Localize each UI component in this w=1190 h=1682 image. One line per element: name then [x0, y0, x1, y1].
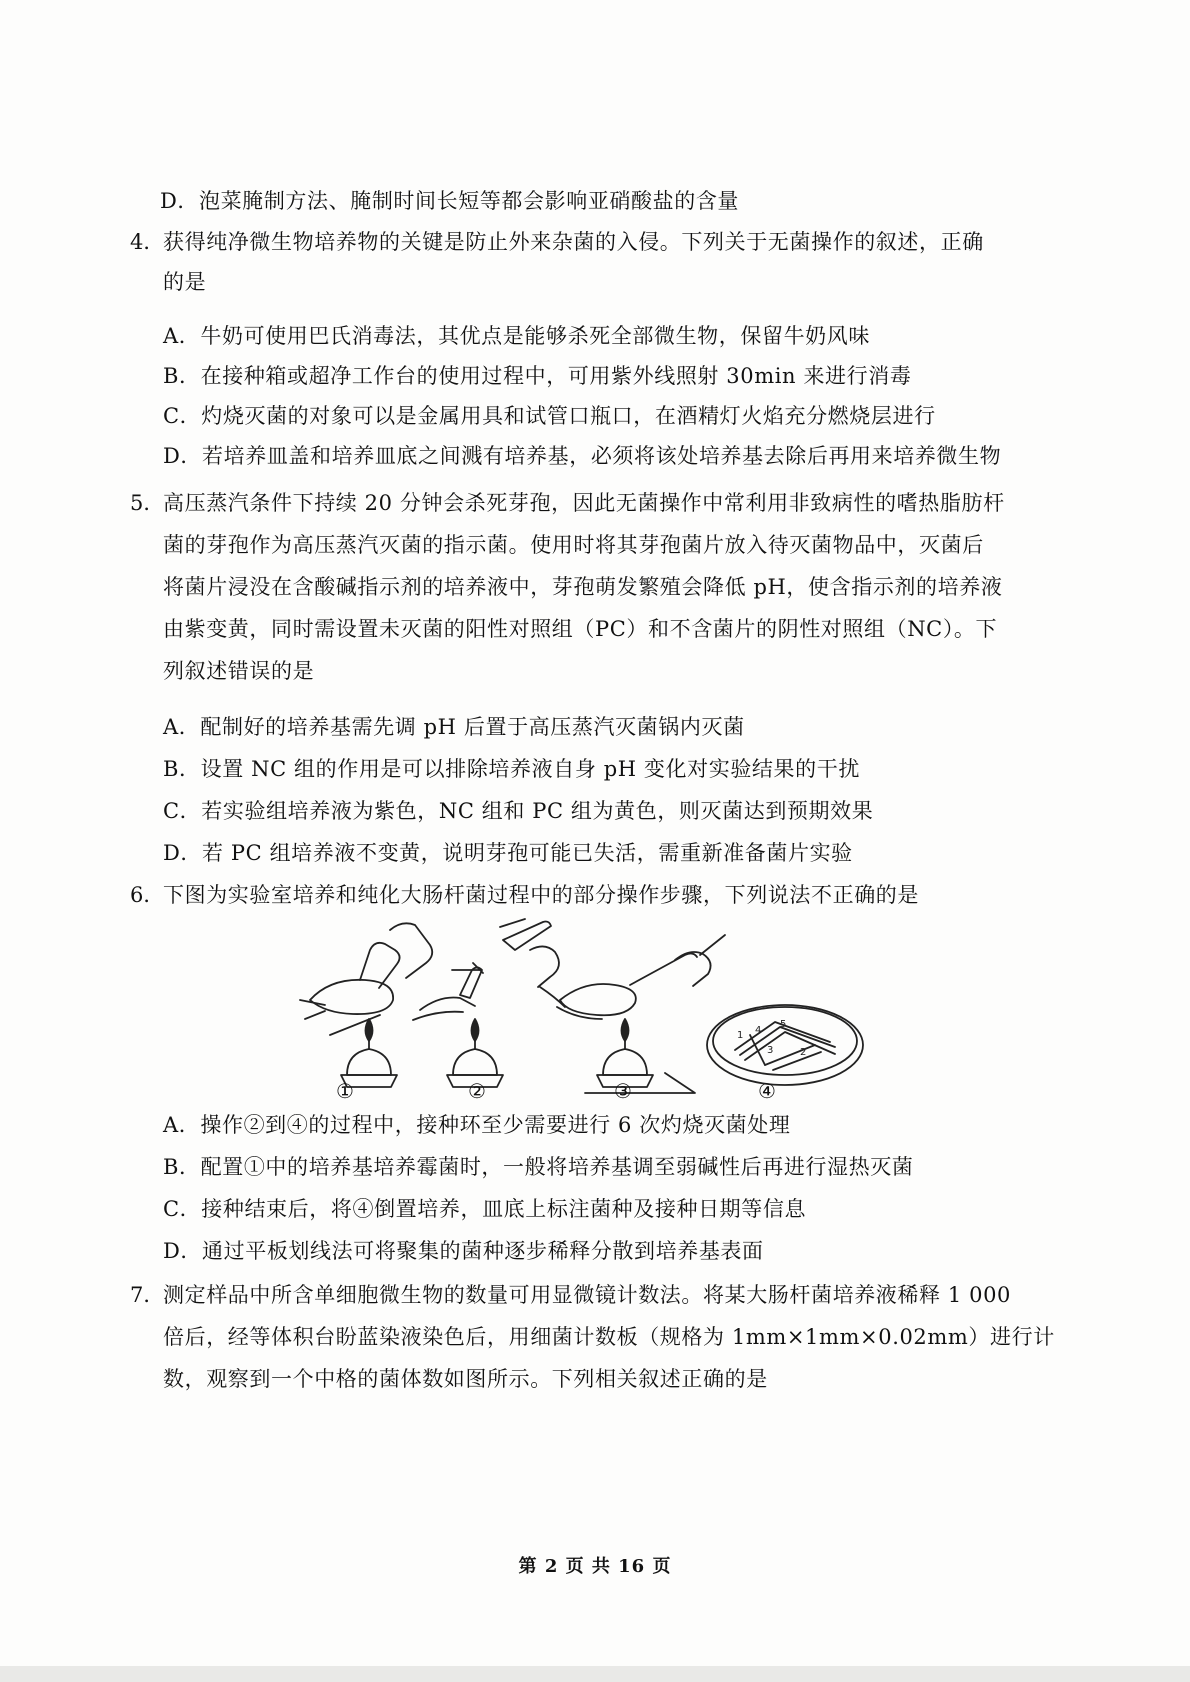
q4-option-a: A．牛奶可使用巴氏消毒法，其优点是能够杀死全部微生物，保留牛奶风味 — [163, 324, 870, 348]
q5-option-b: B．设置 NC 组的作用是可以排除培养液自身 pH 变化对实验结果的干扰 — [163, 757, 860, 781]
q3-option-d: D．泡菜腌制方法、腌制时间长短等都会影响亚硝酸盐的含量 — [160, 189, 740, 213]
q5-option-d: D．若 PC 组培养液不变黄，说明芽孢可能已失活，需重新准备菌片实验 — [163, 841, 853, 865]
q5-stem-line3: 将菌片浸没在含酸碱指示剂的培养液中，芽孢萌发繁殖会降低 pH，使含指示剂的培养液 — [163, 575, 1003, 599]
figure-label-4: ④ — [758, 1079, 776, 1100]
q4-stem-line1: 获得纯净微生物培养物的关键是防止外来杂菌的入侵。下列关于无菌操作的叙述，正确 — [163, 230, 984, 254]
lab-procedure-figure — [295, 915, 905, 1100]
q6-number: 6． — [130, 883, 165, 907]
dish-number-2: 2 — [800, 1047, 807, 1058]
q5-option-a: A．配制好的培养基需先调 pH 后置于高压蒸汽灭菌锅内灭菌 — [163, 715, 745, 739]
q6-option-a: A．操作②到④的过程中，接种环至少需要进行 6 次灼烧灭菌处理 — [163, 1113, 791, 1137]
figure-label-2: ② — [468, 1079, 486, 1100]
q6-option-d: D．通过平板划线法可将聚集的菌种逐步稀释分散到培养基表面 — [163, 1239, 764, 1263]
q5-stem-line1: 高压蒸汽条件下持续 20 分钟会杀死芽孢，因此无菌操作中常利用非致病性的嗜热脂肪杆 — [163, 491, 1005, 515]
q4-stem-line2: 的是 — [163, 270, 207, 294]
q5-stem-line4: 由紫变黄，同时需设置未灭菌的阳性对照组（PC）和不含菌片的阴性对照组（NC）。下 — [163, 617, 998, 641]
dish-number-1: 1 — [737, 1030, 744, 1041]
q6-option-c: C．接种结束后，将④倒置培养，皿底上标注菌种及接种日期等信息 — [163, 1197, 807, 1221]
dish-number-4: 4 — [755, 1025, 762, 1036]
figure-label-3: ③ — [614, 1079, 632, 1100]
q5-stem-line5: 列叙述错误的是 — [163, 659, 315, 683]
q4-option-d: D．若培养皿盖和培养皿底之间溅有培养基，必须将该处培养基去除后再用来培养微生物 — [163, 444, 1002, 468]
q5-number: 5． — [130, 491, 165, 515]
q7-number: 7． — [130, 1283, 165, 1307]
dish-number-5: 5 — [780, 1019, 787, 1030]
q7-stem-line1: 测定样品中所含单细胞微生物的数量可用显微镜计数法。将某大肠杆菌培养液稀释 1 000 — [163, 1283, 1011, 1307]
figure-label-1: ① — [336, 1079, 354, 1100]
q5-stem-line2: 菌的芽孢作为高压蒸汽灭菌的指示菌。使用时将其芽孢菌片放入待灭菌物品中，灭菌后 — [163, 533, 984, 557]
q6-option-b: B．配置①中的培养基培养霉菌时，一般将培养基调至弱碱性后再进行湿热灭菌 — [163, 1155, 914, 1179]
q7-stem-line3: 数，观察到一个中格的菌体数如图所示。下列相关叙述正确的是 — [163, 1367, 768, 1391]
q5-option-c: C．若实验组培养液为紫色，NC 组和 PC 组为黄色，则灭菌达到预期效果 — [163, 799, 874, 823]
q7-stem-line2: 倍后，经等体积台盼蓝染液染色后，用细菌计数板（规格为 1mm×1mm×0.02mm）进行计 — [163, 1325, 1055, 1349]
dish-number-3: 3 — [767, 1045, 774, 1056]
q4-option-b: B．在接种箱或超净工作台的使用过程中，可用紫外线照射 30min 来进行消毒 — [163, 364, 912, 388]
q4-option-c: C．灼烧灭菌的对象可以是金属用具和试管口瓶口，在酒精灯火焰充分燃烧层进行 — [163, 404, 936, 428]
step2-illustration — [413, 919, 565, 1087]
q6-stem-line1: 下图为实验室培养和纯化大肠杆菌过程中的部分操作步骤，下列说法不正确的是 — [163, 883, 919, 907]
step1-illustration — [300, 923, 432, 1087]
step4-petri-dish — [707, 1005, 863, 1085]
scan-bottom-edge — [0, 1666, 1190, 1682]
step3-illustration — [557, 935, 725, 1093]
q4-number: 4． — [130, 230, 165, 254]
page-footer: 第 2 页 共 16 页 — [518, 1556, 672, 1577]
